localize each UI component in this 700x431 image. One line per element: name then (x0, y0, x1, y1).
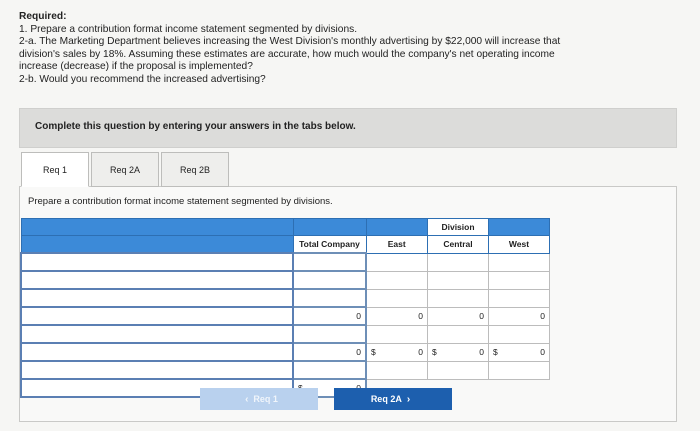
header-central: Central (428, 236, 489, 254)
header-total-company: Total Company (293, 236, 366, 254)
dollar-sign: $ (493, 347, 498, 357)
header-blank-east (366, 219, 428, 236)
header-east: East (366, 236, 428, 254)
total-company-input[interactable] (293, 289, 366, 307)
table-row (21, 253, 550, 271)
row-label-input[interactable] (21, 361, 293, 379)
central-input[interactable] (428, 271, 489, 289)
central-value: 0 (428, 307, 489, 325)
row-label-input[interactable] (21, 253, 293, 271)
total-company-input[interactable] (293, 361, 366, 379)
instruction-box (19, 108, 677, 148)
west-value-cell (489, 343, 550, 361)
tab-req-2b[interactable]: Req 2B (161, 152, 229, 187)
header-label-cell (21, 236, 293, 254)
total-company-input[interactable] (293, 325, 366, 343)
west-input[interactable] (489, 325, 550, 343)
central-value: 0 (479, 347, 484, 357)
header-blank-total (293, 219, 366, 236)
chevron-left-icon: ‹ (245, 393, 249, 405)
header-blank-west (489, 219, 550, 236)
instruction-text: Complete this question by entering your answers in the tabs below. (35, 121, 356, 132)
east-input[interactable] (366, 271, 428, 289)
west-value: 0 (540, 347, 545, 357)
dollar-sign: $ (432, 347, 437, 357)
requirements-text (19, 11, 659, 87)
central-input[interactable] (428, 361, 489, 379)
east-input[interactable] (366, 325, 428, 343)
total-company-input[interactable] (293, 271, 366, 289)
central-input[interactable] (428, 253, 489, 271)
east-value: 0 (418, 347, 423, 357)
chevron-right-icon: › (406, 393, 411, 405)
requirement-2a-line1: 2-a. The Marketing Department believes increasing the West Division's monthly advertising by $22,000 will increase that (19, 36, 561, 48)
west-value: 0 (489, 307, 550, 325)
prev-button-label: Req 1 (253, 394, 278, 404)
row-label-input[interactable] (21, 289, 293, 307)
total-company-value: 0 (293, 343, 366, 361)
header-west: West (489, 236, 550, 254)
east-input[interactable] (366, 361, 428, 379)
income-statement-table (20, 218, 550, 398)
total-company-value: 0 (293, 307, 366, 325)
header-division: Division (428, 219, 489, 236)
dollar-sign: $ (371, 347, 376, 357)
next-button-label: Req 2A (370, 394, 402, 404)
next-button[interactable] (334, 388, 452, 410)
central-input[interactable] (428, 289, 489, 307)
table-row (21, 325, 550, 343)
row-label-input[interactable] (21, 271, 293, 289)
tab-req-2a[interactable]: Req 2A (91, 152, 159, 187)
table-row (21, 343, 550, 361)
panel-prompt: Prepare a contribution format income statement segmented by divisions. (28, 196, 333, 207)
row-label-input[interactable] (21, 325, 293, 343)
central-input[interactable] (428, 325, 489, 343)
requirement-2a-line2: division's sales by 18%. Assuming these estimates are accurate, how much would the company's net operating income (19, 48, 555, 60)
row-label-input[interactable] (21, 307, 293, 325)
row-label-input[interactable] (21, 343, 293, 361)
east-input[interactable] (366, 289, 428, 307)
total-company-input[interactable] (293, 253, 366, 271)
table-row (21, 271, 550, 289)
table-row (21, 307, 550, 325)
tab-req-1[interactable]: Req 1 (21, 152, 89, 187)
tab-bar (21, 152, 231, 187)
requirement-2a-line3: increase (decrease) if the proposal is implemented? (19, 61, 253, 73)
west-input[interactable] (489, 253, 550, 271)
requirement-2b: 2-b. Would you recommend the increased advertising? (19, 73, 266, 85)
requirement-1: 1. Prepare a contribution format income statement segmented by divisions. (19, 23, 358, 35)
table-row (21, 289, 550, 307)
required-heading: Required: (19, 11, 67, 22)
west-input[interactable] (489, 271, 550, 289)
empty-cell (489, 379, 550, 397)
west-input[interactable] (489, 361, 550, 379)
table-row (21, 361, 550, 379)
east-value: 0 (366, 307, 428, 325)
header-blank-cell (21, 219, 293, 236)
prev-button[interactable] (200, 388, 318, 410)
east-input[interactable] (366, 253, 428, 271)
west-input[interactable] (489, 289, 550, 307)
east-value-cell (366, 343, 428, 361)
central-value-cell (428, 343, 489, 361)
